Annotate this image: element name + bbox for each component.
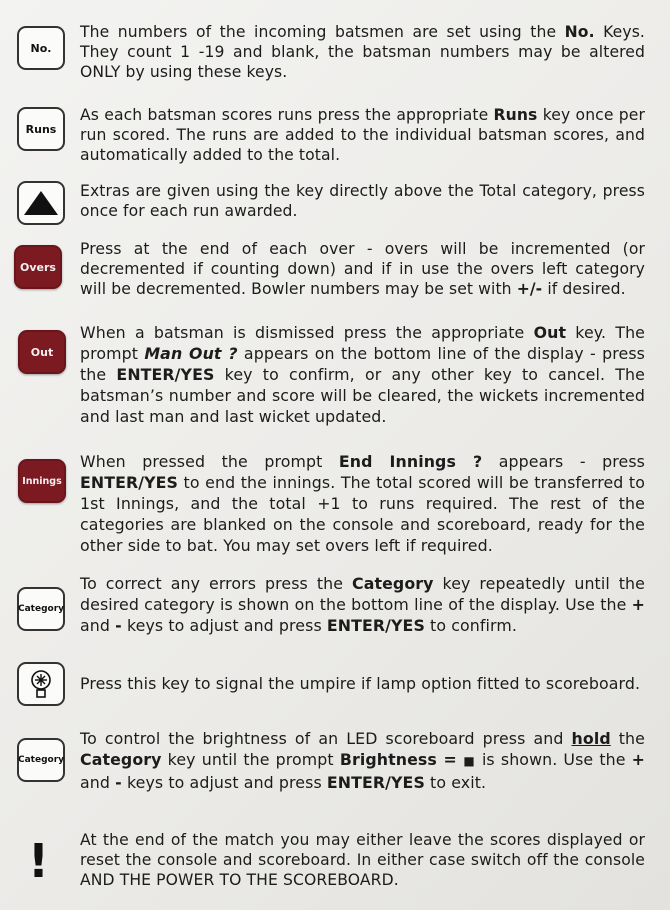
category-key-label: Category [18, 604, 65, 614]
bold-text: Runs [493, 106, 538, 124]
text: appears - press [482, 452, 645, 471]
text: key once per run scored. The runs are added to the individual batsman scores, and automatically added to the total. [80, 106, 646, 164]
out-key-label: Out [30, 345, 54, 359]
text: Keys. They count 1 -19 and blank, the batsman numbers may be altered ONLY by using these keys. [80, 23, 645, 81]
innings-key-icon [18, 459, 66, 503]
category-key-2-icon [17, 738, 65, 782]
bold-text: End Innings ? [338, 452, 483, 471]
text: When a batsman is dismissed press the appropriate [80, 323, 534, 342]
text: key to confirm, or any other key to cancel. The batsman’s number and score will be cleared, the wickets incremented and last man and last wicket updated. [80, 365, 645, 426]
runs-description [80, 105, 645, 165]
end-description [80, 830, 645, 890]
overs-key-icon [14, 245, 62, 289]
text: At the end of the match you may either leave the scores displayed or reset the console and scoreboard. In either case switch off the console AND THE POWER TO THE SCOREBOARD. [80, 831, 645, 889]
out-key-icon [18, 330, 66, 374]
lamp-icon [27, 669, 55, 699]
bold-text: Category [80, 750, 162, 769]
bold-text: ENTER/YES [116, 365, 215, 384]
innings-description [80, 451, 645, 556]
text: and [80, 616, 116, 635]
text: Press at the end of each over - overs will be incremented (or decremented if counting down) and if in use the overs left category will be decremented. Bowler numbers may be set with [80, 240, 645, 298]
category-key-icon [17, 587, 65, 631]
runs-key-label: Runs [25, 122, 57, 136]
text: appears on the bottom line of the display - press the [80, 344, 645, 384]
innings-key-label: Innings [22, 475, 62, 487]
bold-text: ENTER/YES [326, 773, 425, 792]
text: The numbers of the incoming batsmen are set using the [80, 23, 565, 41]
bold-text: Out [533, 323, 567, 342]
umpire-key-icon [17, 662, 65, 706]
text: key until the prompt [161, 750, 340, 769]
text: and [80, 773, 116, 792]
extras-description [80, 181, 645, 221]
text: When pressed the prompt [80, 452, 339, 471]
brightness-description [80, 728, 645, 793]
out-description [80, 322, 645, 427]
text: if desired. [542, 280, 626, 298]
triangle-up-icon [23, 190, 59, 216]
exclamation-icon: ! [28, 834, 49, 888]
square-glyph: ■ [463, 754, 476, 768]
underlined-text: hold [571, 729, 611, 748]
bold-text: No. [564, 23, 595, 41]
text: To control the brightness of an LED scoreboard press and [80, 729, 572, 748]
text: Extras are given using the key directly above the Total category, press once for each run awarded. [80, 182, 645, 220]
text: Press this key to signal the umpire if lamp option fitted to scoreboard. [80, 674, 641, 693]
text: key repeatedly until the desired category is shown on the bottom line of the display. Use the [80, 574, 645, 614]
bold-text: ENTER/YES [326, 616, 425, 635]
bold-text: +/- [516, 280, 543, 298]
no-key-icon [17, 26, 65, 70]
no-key-label: No. [30, 41, 52, 55]
text: As each batsman scores runs press the appropriate [80, 106, 494, 124]
text: keys to adjust and press [121, 773, 327, 792]
bold-text: Category [352, 574, 434, 593]
extras-key-icon [17, 181, 65, 225]
italic-bold-text: Man Out ? [144, 344, 238, 363]
category-key-2-label: Category [18, 755, 65, 765]
text: to exit. [424, 773, 487, 792]
runs-key-icon [17, 107, 65, 151]
umpire-description [80, 674, 645, 694]
bold-text: Brightness = [339, 750, 464, 769]
bold-text: + [631, 595, 645, 614]
bold-text: - [115, 773, 122, 792]
bold-text: ENTER/YES [80, 473, 179, 492]
category-description [80, 573, 645, 636]
text: To correct any errors press the [80, 574, 352, 593]
text: keys to adjust and press [121, 616, 327, 635]
text: is shown. Use the [475, 750, 632, 769]
bold-text: - [115, 616, 122, 635]
text: to confirm. [424, 616, 517, 635]
text: to end the innings. The total scored will be transferred to 1st Innings, and the total +1 to runs required. The rest of the categories are blanked on the console and scoreboard, ready for the other side to bat. You may set overs left if required. [80, 473, 645, 555]
text: key. The prompt [80, 323, 645, 363]
overs-description [80, 239, 645, 299]
overs-key-label: Overs [20, 260, 56, 274]
no-description [80, 22, 645, 82]
text: the [610, 729, 645, 748]
bold-text: + [631, 750, 646, 769]
